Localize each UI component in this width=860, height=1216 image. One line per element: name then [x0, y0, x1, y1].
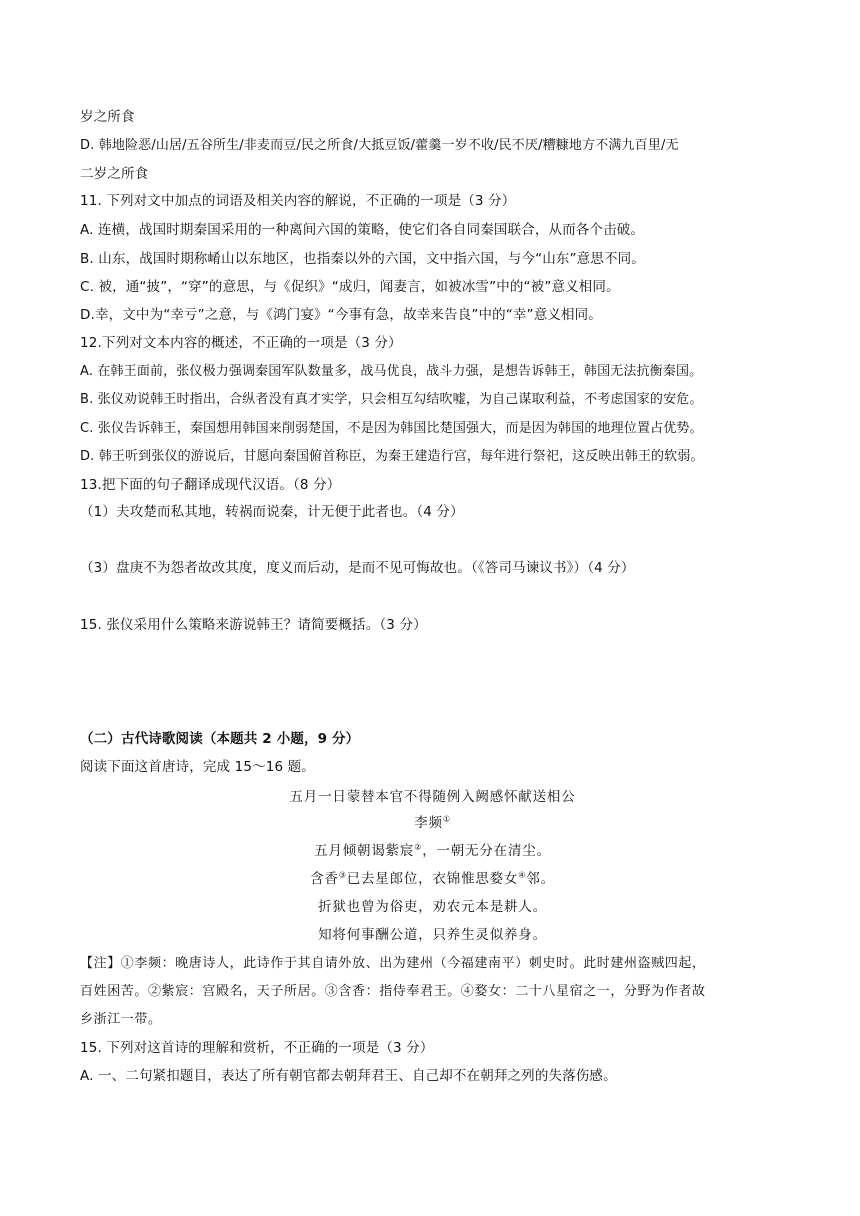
footnote-marker: ③: [338, 870, 347, 880]
poem-line-2: 含香③已去星郎位，衣锦惟思婺女④邻。: [310, 870, 555, 887]
q10-option-d-line1: D. 韩地险恶/山居/五谷所生/非麦而豆/民之所食/大抵豆饭/藿羹一岁不收/民不厌/糟糠地方不满九百里/无: [80, 138, 679, 153]
q12-stem: 12.下列对文本内容的概述，不正确的一项是（3 分）: [80, 335, 402, 351]
poem-line-1: 五月倾朝谒紫宸②，一朝无分在清尘。: [314, 842, 551, 859]
q11-stem: 11. 下列对文中加点的词语及相关内容的解说，不正确的一项是（3 分）: [80, 193, 516, 209]
q10-option-c-tail: 岁之所食: [80, 109, 135, 125]
q15-option-a: A. 一、二句紧扣题目，表达了所有朝官都去朝拜君王、自己却不在朝拜之列的失落伤感。: [80, 1068, 617, 1084]
q11-option-d: D.幸，文中为“幸亏”之意，与《鸿门宴》“今事有急，故幸来告良”中的“幸”意义相同。: [80, 307, 602, 323]
poem-note-line-2: 百姓困苦。②紫宸：宫殿名，天子所居。③含香：指侍奉君王。④婺女：二十八星宿之一，分野为作者故: [80, 984, 706, 999]
q13-stem: 13.把下面的句子翻译成现代汉语。（8 分）: [80, 477, 341, 493]
q13-sentence-1: （1）夫攻楚而私其地，转祸而说秦，计无便于此者也。（4 分）: [80, 504, 464, 520]
poem-line-4: 知将何事酬公道，只养生灵似养身。: [318, 927, 547, 943]
poem-author: 李频①: [414, 814, 451, 831]
footnote-marker: ①: [442, 814, 451, 824]
q15-short-answer: 15. 张仪采用什么策略来游说韩王？请简要概括。（3 分）: [80, 617, 427, 633]
q10-option-d-line2: 二岁之所食: [80, 166, 149, 182]
footnote-marker: ②: [414, 842, 423, 852]
poem-note-line-1: 【注】①李频：晚唐诗人，此诗作于其自请外放、出为建州（今福建南平）刺史时。此时建州盗贼四起，: [80, 956, 706, 971]
q12-option-b: B. 张仪劝说韩王时指出，合纵者没有真才实学，只会相互勾结吹嘘，为自己谋取利益，不考虑国家的安危。: [80, 392, 703, 407]
footnote-marker: ④: [518, 870, 527, 880]
poem-note-line-3: 乡浙江一带。: [80, 1012, 162, 1027]
q11-option-c: C. 被，通“披”，“穿”的意思，与《促织》“成归，闻妻言，如被冰雪”中的“被”意义相同。: [80, 279, 620, 295]
q11-option-b: B. 山东，战国时期称崤山以东地区，也指秦以外的六国，文中指六国，与今“山东”意思不同。: [80, 251, 645, 267]
section-heading: （二）古代诗歌阅读（本题共 2 小题，9 分）: [80, 731, 360, 747]
q12-option-c: C. 张仪告诉韩王，秦国想用韩国来削弱楚国，不是因为韩国比楚国强大，而是因为韩国的地理位置占优势。: [80, 421, 703, 436]
q15-stem: 15. 下列对这首诗的理解和赏析，不正确的一项是（3 分）: [80, 1040, 434, 1056]
poem-title: 五月一日蒙替本官不得随例入阙感怀献送相公: [289, 789, 576, 805]
section-intro: 阅读下面这首唐诗，完成 15～16 题。: [80, 759, 315, 775]
q13-sentence-3: （3）盘庚不为怨者故改其度，度义而后动，是而不见可悔故也。（《答司马谏议书》）（4 分）: [80, 560, 635, 576]
q12-option-a: A. 在韩王面前，张仪极力强调秦国军队数量多，战马优良，战斗力强，是想告诉韩王，韩国无法抗衡秦国。: [80, 364, 703, 379]
q12-option-d: D. 韩王听到张仪的游说后，甘愿向秦国俯首称臣，为秦王建造行宫，每年进行祭祀，这反映出韩王的软弱。: [80, 449, 704, 464]
q11-option-a: A. 连横，战国时期秦国采用的一种离间六国的策略，使它们各自同秦国联合，从而各个击破。: [80, 222, 645, 238]
poem-line-3: 折狱也曾为俗吏，劝农元本是耕人。: [318, 899, 547, 915]
